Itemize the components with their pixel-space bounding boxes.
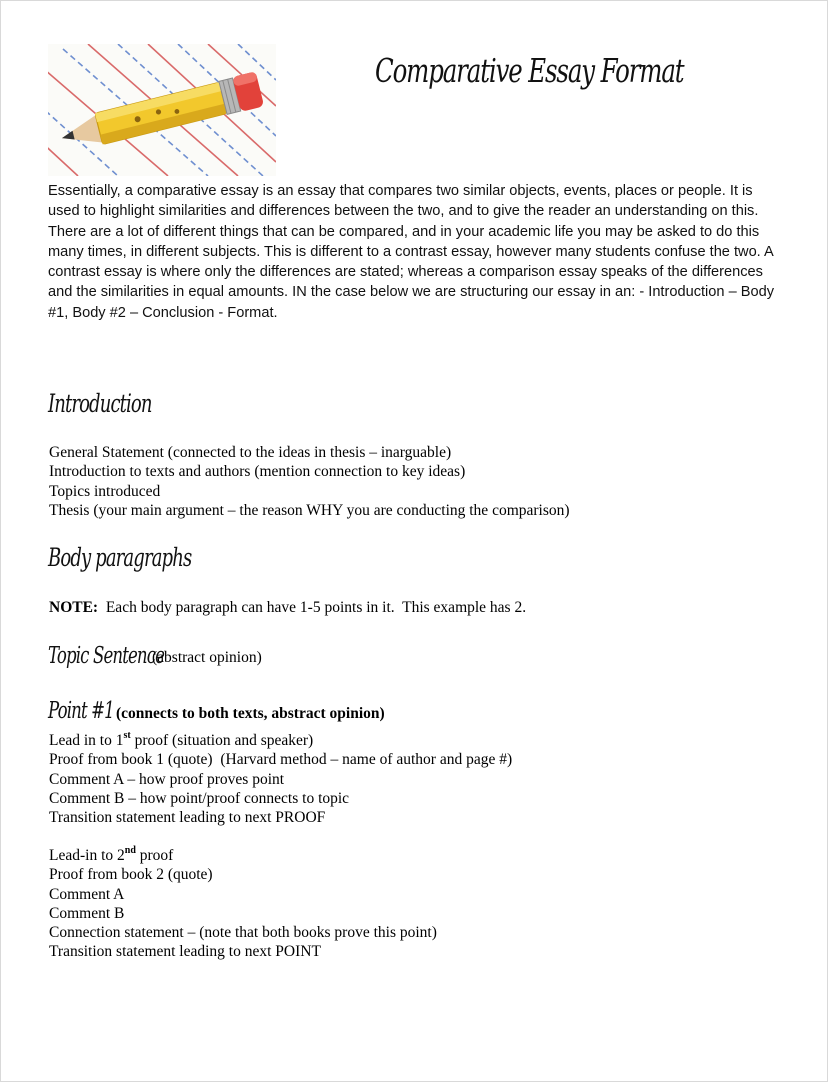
lead-in-proof-1: Lead in to 1st proof (situation and speaker) — [49, 729, 314, 749]
point-1-label: Point #1 — [48, 698, 114, 724]
note-label: NOTE: — [49, 599, 99, 616]
list-item: Comment A – how proof proves point — [49, 770, 285, 788]
list-item: General Statement (connected to the ideas in thesis – inarguable) — [49, 444, 452, 461]
list-item: Transition statement leading to next PROOF — [49, 809, 326, 827]
introduction-list — [49, 443, 570, 520]
list-item: Comment B — [49, 904, 125, 922]
list-item: Connection statement – (note that both books prove this point) — [49, 924, 437, 942]
proof-1-list — [49, 731, 512, 827]
lead-in-proof-2: Lead-in to 2nd proof — [49, 844, 174, 864]
body-paragraphs-heading: Body paragraphs — [48, 543, 192, 572]
list-item: Comment B – how point/proof connects to topic — [49, 789, 350, 807]
intro-paragraph: Essentially, a comparative essay is an essay that compares two similar objects, events, places or people. It is used to highlight similarities and differences between the two, and to give the reader an understanding on this. There are a lot of different things that can be compared, and in your academic life you may be asked to do this many times, in different subjects. This is different to a contrast essay, however many students confuse the two. A contrast essay is where only the differences are stated; whereas a comparison essay speaks of the differences and the similarities in equal amounts. IN the case below we are structuring our essay in an: - Introduction – Body #1, Body #2 – Conclusion - Format. — [48, 183, 775, 321]
list-item: Proof from book 2 (quote) — [49, 866, 213, 884]
note-line — [49, 599, 526, 617]
list-item: Proof from book 1 (quote) (Harvard method – name of author and page #) — [49, 751, 513, 769]
pencil-illustration — [48, 44, 276, 176]
point-1-subtext: (connects to both texts, abstract opinion) — [116, 705, 385, 722]
list-item: Comment A — [49, 885, 125, 903]
list-item: Introduction to texts and authors (mention connection to key ideas) — [49, 463, 466, 481]
list-item: Topics introduced — [49, 482, 161, 500]
list-item: Thesis (your main argument – the reason WHY you are conducting the comparison) — [49, 501, 570, 519]
page-title: Comparative Essay Format — [375, 51, 684, 90]
list-item: Transition statement leading to next POINT — [49, 943, 321, 961]
proof-2-list — [49, 846, 437, 962]
introduction-heading: Introduction — [48, 389, 152, 418]
note-text: Each body paragraph can have 1-5 points in it. This example has 2. — [98, 599, 527, 616]
topic-sentence-subtext: (abstract opinion) — [152, 649, 262, 666]
topic-sentence-label: Topic Sentence — [48, 643, 165, 669]
